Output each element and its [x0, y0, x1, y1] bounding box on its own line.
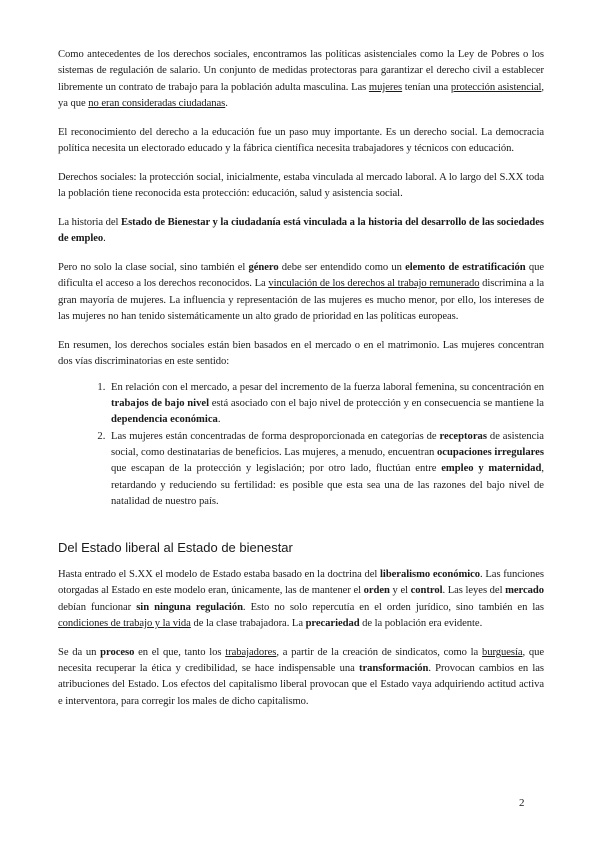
- text-run: Como antecedentes de los derechos sociales, encontramos las políticas asistenciales como la Ley de Pobres o los sistemas de regulación de salario. Un conjunto de medidas protectoras para garantizar el derecho civil a establecer libremente un contrato de trabajo para la población adulta masculina. Las: [58, 49, 544, 93]
- paragraph-derechos-sociales: Derechos sociales: la protección social, inicialmente, estaba vinculada al mercado laboral. A lo largo del S.XX toda la población tiene reconocida esta protección: educación, salud y asistencia social.: [58, 171, 544, 200]
- bold-text: mercado: [505, 585, 544, 597]
- list-item: [108, 380, 544, 429]
- text-run: de asistencia social, como destinatarias de beneficios. Las mujeres, a menudo, encuentran: [111, 430, 544, 458]
- underlined-text: trabajadores: [225, 646, 277, 658]
- text-run: está asociado con el bajo nivel de protección y en consecuencia se mantiene la: [209, 398, 544, 410]
- bold-text: empleo y maternidad: [441, 463, 542, 475]
- text-run: , a partir de la creación de sindicatos, como la: [276, 646, 482, 658]
- text-run: . Las leyes del: [442, 585, 506, 597]
- text-run: . Provocan cambios en las atribuciones del Estado. Los efectos del capitalismo liberal provocan que el Estado vaya adquiriendo actitud activa e interventora, para corregir los males de dicho capitalismo.: [58, 663, 544, 707]
- paragraph-antecedentes: [58, 47, 544, 112]
- paragraph-genero: [58, 260, 544, 325]
- text-run: debían funcionar: [58, 601, 137, 613]
- bold-text: dependencia económica: [111, 414, 218, 426]
- text-run: .: [217, 414, 221, 426]
- text-run: discrimina a la gran mayoría de mujeres. La influencia y representación de las mujeres es mucho menor, por ello, los intereses de las mujeres no han tenido sistemáticamente un alto grado de prioridad en las políticas europeas.: [58, 278, 544, 322]
- paragraph-resumen: En resumen, los derechos sociales están bien basados en el mercado o en el matrimonio. Las mujeres concentran dos vías discriminatorias en este sentido:: [58, 339, 544, 367]
- section-heading: Del Estado liberal al Estado de bienestar: [58, 540, 293, 556]
- discrimination-list: [58, 380, 544, 510]
- text-run: , retardando y reduciendo su fertilidad: es posible que esta sea una de las razones del bajo nivel de natalidad de nuestro país.: [111, 463, 544, 507]
- paragraph-estado-bienestar: [58, 215, 544, 248]
- paragraph-proceso: [58, 645, 544, 710]
- bold-text: trabajos de bajo nivel: [111, 398, 210, 410]
- text-run: La historia del: [58, 216, 122, 228]
- bold-text: precariedad: [305, 618, 360, 630]
- text-run: . Esto no solo repercutía en el orden jurídico, sino también en las: [242, 601, 545, 613]
- text-run: . Las funciones otorgadas al Estado en este modelo eran, únicamente, las de mantener el: [58, 569, 544, 597]
- text-run: tenían una: [402, 81, 451, 93]
- underlined-text: condiciones de trabajo y la vida: [58, 618, 191, 630]
- text-run: en el que, tanto los: [134, 646, 226, 658]
- page-number: 2: [519, 797, 525, 809]
- bold-text: género: [248, 261, 279, 273]
- underlined-text: mujeres: [368, 81, 403, 93]
- bold-text: receptoras: [439, 430, 487, 442]
- text-run: y el: [389, 585, 411, 597]
- underlined-text: protección asistencial: [450, 81, 542, 93]
- text-run: que escapan de la protección y legislación; por otro lado, fluctúan entre: [111, 463, 442, 475]
- underlined-text: burguesía: [481, 646, 523, 658]
- bold-text: ocupaciones irregulares: [436, 446, 544, 458]
- underlined-text: vinculación de los derechos al trabajo remunerado: [268, 278, 480, 290]
- text-run: de la clase trabajadora. La: [190, 618, 306, 630]
- bold-text: orden: [363, 585, 390, 597]
- text-run: de la población era evidente.: [359, 618, 483, 630]
- text-run: Las mujeres están concentradas de forma desproporcionada en categorías de: [111, 430, 440, 442]
- list-item: [108, 429, 544, 510]
- bold-text: transformación: [358, 663, 429, 675]
- text-run: Se da un: [58, 646, 101, 658]
- text-run: , ya que: [58, 81, 544, 109]
- text-run: , que necesita recuperar la ética y credibilidad, se hace indispensable una: [58, 646, 545, 675]
- text-run: En relación con el mercado, a pesar del incremento de la fuerza laboral femenina, su concentración en: [111, 381, 544, 393]
- paragraph-educacion: El reconocimiento del derecho a la educación fue un paso muy importante. Es un derecho social. La democracia política necesita un electorado educado y la fábrica científica necesita trabajadores y técnicos con educación.: [58, 126, 544, 154]
- text-run: que dificulta el acceso a los derechos reconocidos. La: [58, 261, 544, 290]
- text-run: Hasta entrado el S.XX el modelo de Estado estaba basado en la doctrina del: [58, 569, 381, 581]
- bold-text: Estado de Bienestar y la ciudadanía está vinculada a la historia del desarrollo de las sociedades de empleo: [58, 216, 545, 245]
- bold-text: control: [410, 585, 443, 597]
- text-run: .: [225, 97, 228, 109]
- document-body: [58, 47, 544, 723]
- text-run: .: [103, 233, 106, 245]
- paragraph-liberalismo: [58, 567, 544, 632]
- text-run: debe ser entendido como un: [278, 261, 406, 273]
- bold-text: elemento de estratificación: [405, 261, 526, 273]
- bold-text: sin ninguna regulación: [136, 601, 243, 613]
- bold-text: proceso: [100, 646, 135, 658]
- text-run: Pero no solo la clase social, sino también el: [58, 261, 249, 273]
- bold-text: liberalismo económico: [380, 569, 481, 581]
- underlined-text: no eran consideradas ciudadanas: [88, 97, 226, 109]
